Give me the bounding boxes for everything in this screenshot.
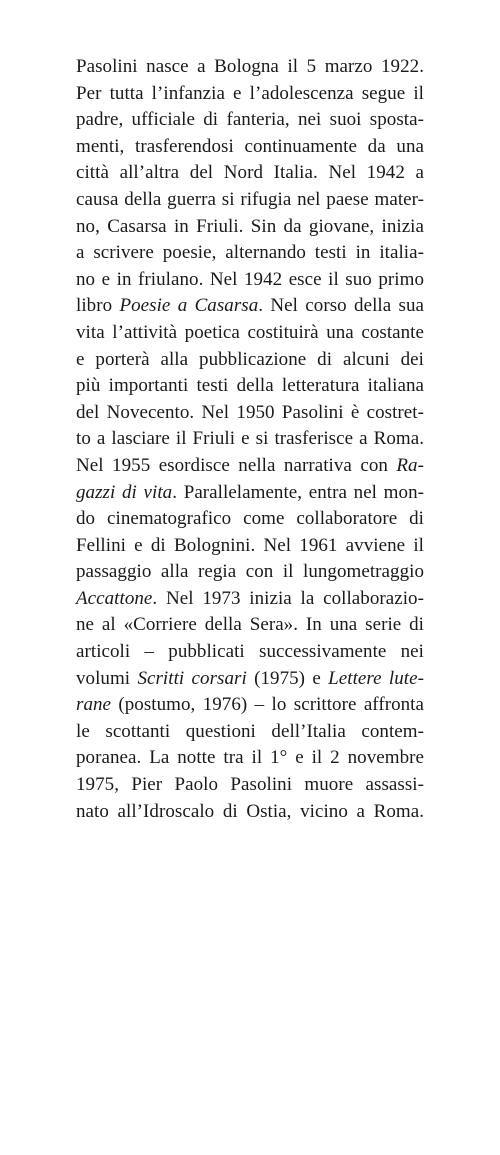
text-line: vita l’attività poetica costituirà una costante: [76, 321, 424, 343]
text-line: causa della guerra si rifugia nel paese mater-: [76, 188, 424, 210]
text-line: padre, ufficiale di fanteria, nei suoi sposta-: [76, 109, 424, 131]
book-title: rane: [76, 694, 112, 716]
text-line: articoli – pubblicati successivamente nei: [76, 641, 424, 663]
text-line: e porterà alla pubblicazione di alcuni dei: [76, 348, 424, 370]
text-line: del Novecento. Nel 1950 Pasolini è costret-: [76, 401, 424, 423]
text-line: passaggio alla regia con il lungometraggio: [76, 561, 424, 583]
text-line: nato all’Idroscalo di Ostia, vicino a Roma.: [76, 800, 424, 822]
text-line: le scottanti questioni dell’Italia contem-: [76, 720, 424, 742]
book-title: Ra-: [396, 454, 424, 476]
film-title: Accattone: [76, 587, 153, 609]
text-line: città all’altra del Nord Italia. Nel 1942 a: [76, 162, 424, 184]
text-line: più importanti testi della letteratura italiana: [76, 375, 424, 397]
text-line: poranea. La notte tra il 1° e il 2 novembre: [76, 747, 424, 769]
text-line: 1975, Pier Paolo Pasolini muore assassi-: [76, 774, 424, 796]
text-line: a scrivere poesie, alternando testi in italia-: [76, 242, 424, 264]
text-line: no e in friulano. Nel 1942 esce il suo primo: [76, 268, 424, 290]
text-line: libro Poesie a Casarsa. Nel corso della sua: [76, 295, 424, 317]
text-line: to a lasciare il Friuli e si trasferisce a Roma.: [76, 428, 424, 450]
text-line: rane (postumo, 1976) – lo scrittore affronta: [76, 694, 424, 716]
book-title: gazzi di vita: [76, 481, 173, 503]
book-title: Poesie a Casarsa: [119, 295, 259, 317]
text-line: ne al «Corriere della Sera». In una serie di: [76, 614, 424, 636]
text-line: Pasolini nasce a Bologna il 5 marzo 1922.: [76, 56, 424, 77]
text-line: gazzi di vita. Parallelamente, entra nel mon-: [76, 481, 424, 503]
text-line: Accattone. Nel 1973 inizia la collaborazio-: [76, 587, 424, 609]
text-line: Per tutta l’infanzia e l’adolescenza segue il: [76, 82, 424, 104]
book-title: Scritti corsari: [137, 667, 247, 689]
text-line: do cinematografico come collaboratore di: [76, 508, 424, 530]
biography-text: [76, 54, 424, 825]
text-line: menti, trasferendosi continuamente da una: [76, 135, 424, 157]
text-line: volumi Scritti corsari (1975) e Lettere lute-: [76, 667, 424, 689]
text-line: Fellini e di Bolognini. Nel 1961 avviene il: [76, 534, 424, 556]
text-line: Nel 1955 esordisce nella narrativa con Ra-: [76, 454, 424, 476]
text-line: no, Casarsa in Friuli. Sin da giovane, inizia: [76, 215, 424, 237]
book-title: Lettere lute-: [328, 667, 424, 689]
